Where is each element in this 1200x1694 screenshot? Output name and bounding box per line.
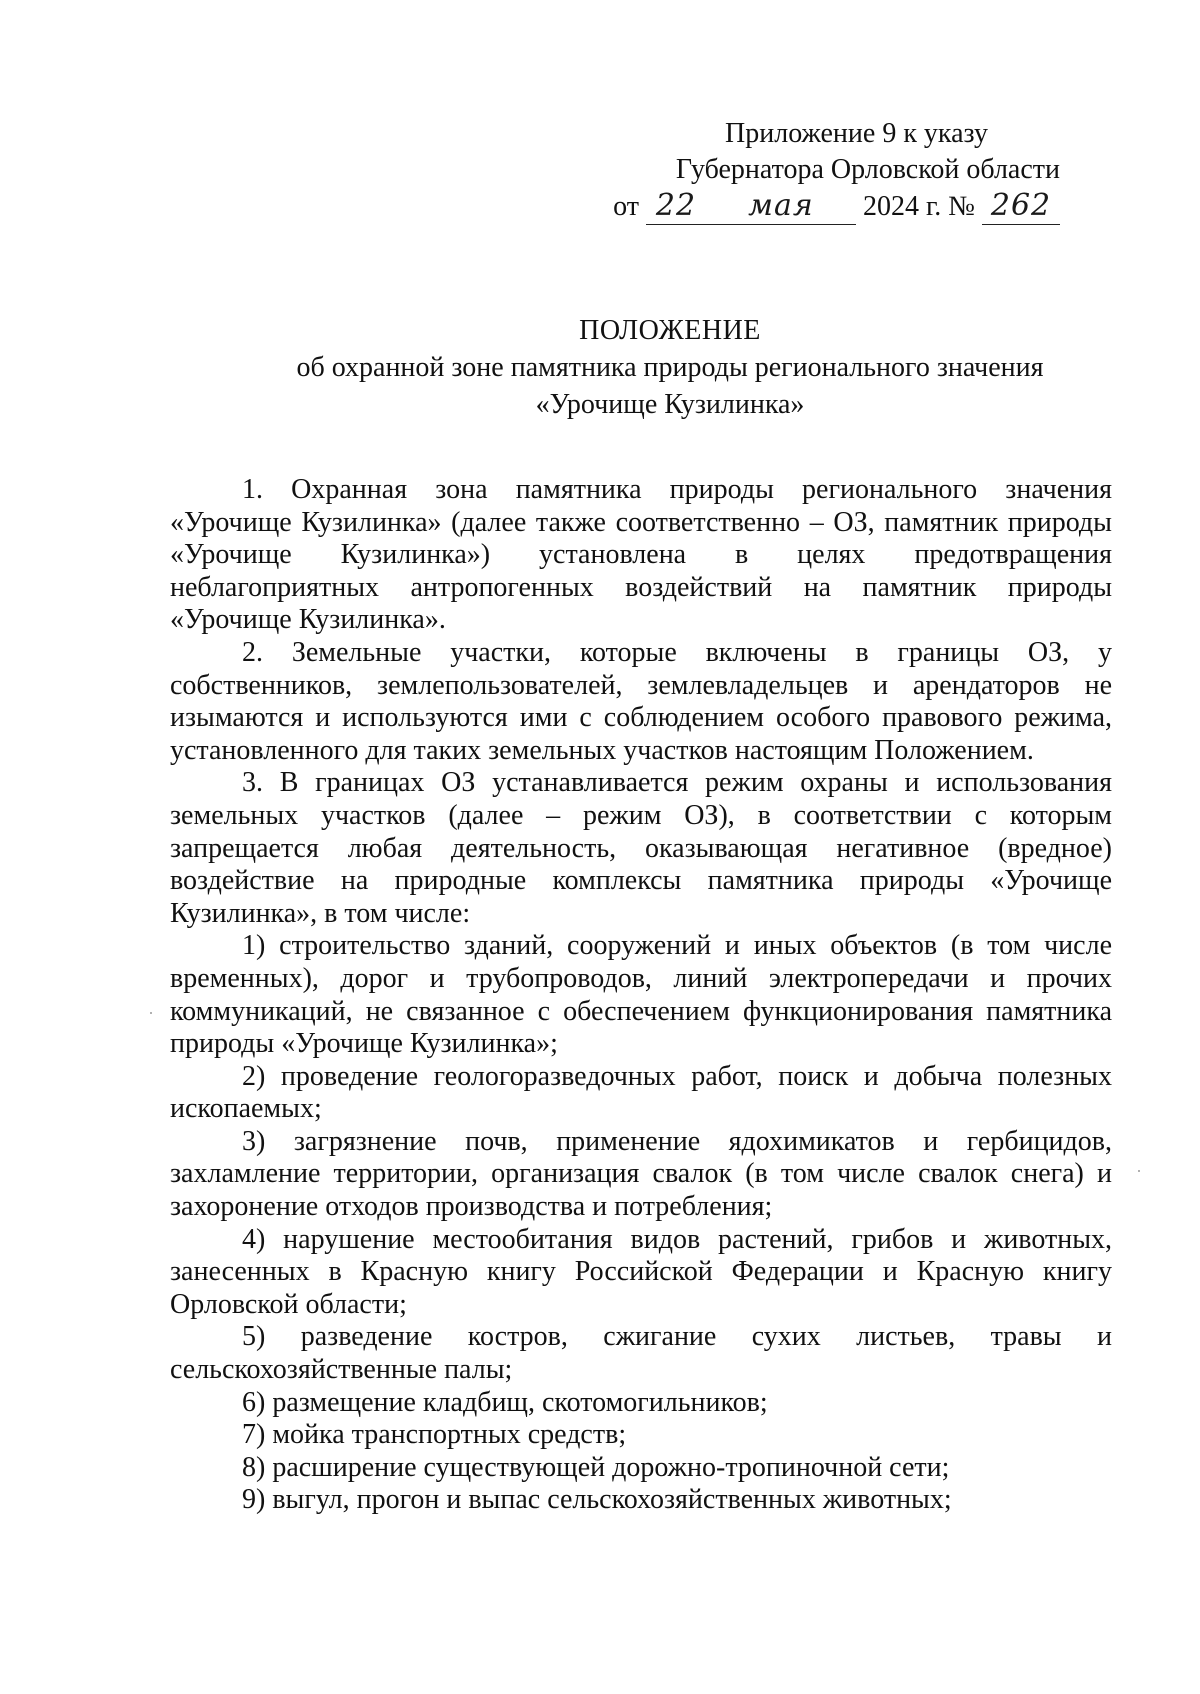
paragraph-3: 3. В границах ОЗ устанавливается режим охраны и использования земельных участков (далее – режим ОЗ), в соответствии с которым запрещается любая деятельность, оказывающая негативное (вредное) воздействие на природные комплексы памятника природы «Урочище Кузилинка», в том числе: [170, 767, 1112, 929]
title-heading: ПОЛОЖЕНИЕ [579, 315, 761, 346]
handwritten-number: 262 [982, 188, 1060, 225]
paragraph-1: 1. Охранная зона памятника природы регионального значения «Урочище Кузилинка» (далее также соответственно – ОЗ, памятник природы «Урочище Кузилинка») установлена в целях предотвращения неблагоприятных антропогенных воздействий на памятник природы «Урочище Кузилинка». [170, 474, 1112, 636]
appendix-line-1: Приложение 9 к указу [725, 118, 988, 149]
appendix-reference [580, 116, 1060, 225]
paragraph-2: 2. Земельные участки, которые включены в границы ОЗ, у собственников, землепользователей, землевладельцев и арендаторов не изымаются и используются ими с соблюдением особого правового режима, установленного для таких земельных участков настоящим Положением. [170, 636, 1112, 766]
document-title [170, 312, 1170, 423]
list-item-4: 4) нарушение местообитания видов растений, грибов и животных, занесенных в Красную книгу Российской Федерации и Красную книгу Орловской области; [170, 1223, 1112, 1320]
list-item-5: 5) разведение костров, сжигание сухих листьев, травы и сельскохозяйственные палы; [170, 1321, 1112, 1386]
list-item-1: 1) строительство зданий, сооружений и иных объектов (в том числе временных), дорог и трубопроводов, линий электропередачи и прочих коммуникаций, не связанное с обеспечением функционирования памятника природы «Урочище Кузилинка»; [170, 930, 1112, 1060]
document-body [170, 474, 1112, 1517]
scan-speck [1138, 1170, 1140, 1172]
appendix-date-line [580, 188, 1060, 225]
handwritten-day: 22 [646, 188, 706, 225]
from-label: от [613, 191, 639, 222]
year-label: 2024 г. № [862, 191, 975, 222]
handwritten-month: мая [706, 188, 856, 225]
list-item-2: 2) проведение геологоразведочных работ, поиск и добыча полезных ископаемых; [170, 1060, 1112, 1125]
list-item-3: 3) загрязнение почв, применение ядохимикатов и гербицидов, захламление территории, организация свалок (в том числе свалок снега) и захоронение отходов производства и потребления; [170, 1125, 1112, 1223]
title-subheading: об охранной зоне памятника природы регионального значения [296, 352, 1044, 383]
list-item-9: 9) выгул, прогон и выпас сельскохозяйственных животных; [242, 1484, 952, 1516]
scan-speck [150, 1012, 152, 1014]
list-item-6: 6) размещение кладбищ, скотомогильников; [242, 1386, 768, 1418]
list-item-7: 7) мойка транспортных средств; [242, 1419, 627, 1451]
list-item-8: 8) расширение существующей дорожно-тропиночной сети; [242, 1451, 950, 1483]
appendix-line-2: Губернатора Орловской области [675, 154, 1060, 185]
title-name: «Урочище Кузилинка» [535, 389, 805, 420]
